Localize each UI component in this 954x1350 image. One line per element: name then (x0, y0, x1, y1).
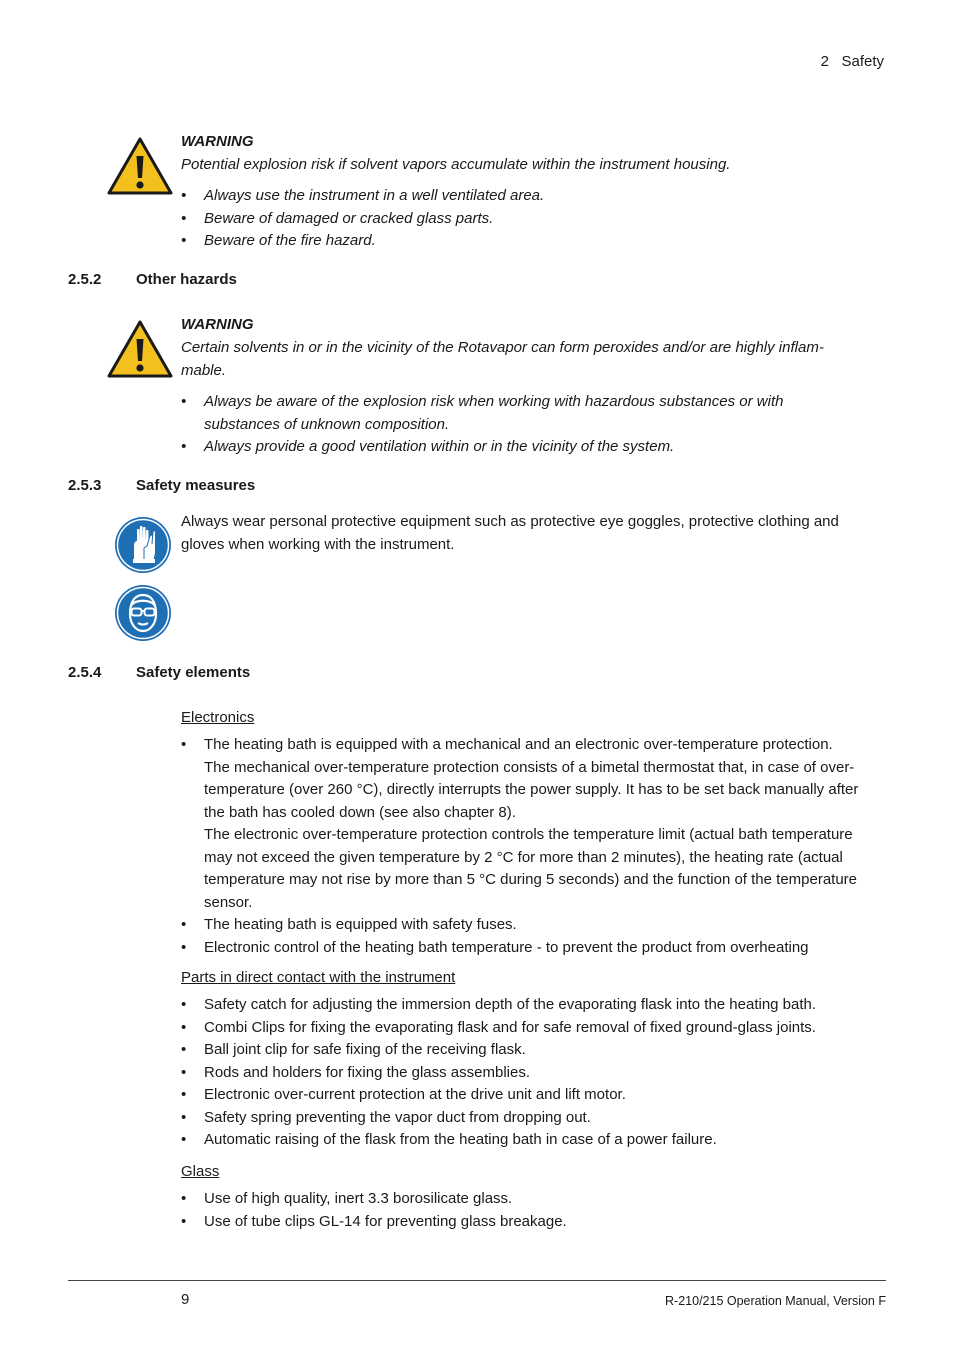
text-line: mable. (181, 361, 227, 379)
text-line: gloves when working with the instrument. (181, 535, 455, 553)
list-item: • Always use the instrument in a well ventilated area. (181, 185, 544, 208)
safety-measures-text (181, 511, 839, 556)
electronics-list (181, 734, 896, 959)
warning-bullets (181, 391, 783, 459)
list-item (181, 391, 783, 436)
text-line: temperature may not rise by more than 5 °C during 5 seconds) and the function of the temperature (204, 871, 858, 888)
text-line: • Always be aware of the explosion risk when working with hazardous substances or with (204, 393, 784, 410)
text-line: Certain solvents in or in the vicinity of the Rotavapor can form peroxides and/or are highly inflam- (181, 339, 824, 356)
subheading-parts: Parts in direct contact with the instrument (181, 969, 456, 986)
text-line: the bath has cooled down (see also chapter 8). (204, 803, 516, 821)
section-heading-2-5-2 (68, 271, 237, 288)
warning-triangle-icon (106, 319, 174, 379)
chapter-number: 2 (820, 53, 829, 70)
text-line: The electronic over-temperature protection controls the temperature limit (actual bath temperature (204, 826, 853, 843)
list-item: • Beware of damaged or cracked glass parts. (181, 208, 544, 231)
warning-triangle-icon (106, 136, 174, 196)
list-item: • Electronic over-current protection at the drive unit and lift motor. (181, 1084, 816, 1107)
eye-protection-icon (114, 584, 172, 642)
subheading-glass: Glass (181, 1163, 220, 1180)
parts-list (181, 994, 816, 1152)
list-item: • Rods and holders for fixing the glass assemblies. (181, 1062, 816, 1085)
text-line: The mechanical over-temperature protection consists of a bimetal thermostat that, in case of over- (204, 758, 855, 776)
section-heading-2-5-4 (68, 664, 250, 681)
section-number: 2.5.4 (68, 664, 102, 681)
subheading-electronics: Electronics (181, 709, 255, 726)
list-item: • Safety spring preventing the vapor duct from dropping out. (181, 1107, 816, 1130)
text-line: Always wear personal protective equipment such as protective eye goggles, protective clothing and (181, 513, 839, 530)
list-item: • Use of high quality, inert 3.3 borosilicate glass. (181, 1188, 567, 1211)
section-heading-2-5-3 (68, 477, 255, 494)
list-item: • The heating bath is equipped with safety fuses. (181, 914, 896, 937)
list-item (181, 734, 896, 914)
footer-divider (68, 1280, 886, 1281)
warning-text: Potential explosion risk if solvent vapors accumulate within the instrument housing. (181, 156, 731, 173)
text-line: may not exceed the given temperature by 2 °C for more than 2 minutes), the heating rate (actual (204, 848, 843, 866)
section-title: Safety elements (136, 664, 251, 681)
protective-gloves-icon (114, 516, 172, 574)
warning-bullets (181, 185, 544, 253)
glass-list (181, 1188, 567, 1233)
list-item: • Use of tube clips GL-14 for preventing glass breakage. (181, 1211, 567, 1234)
text-line: sensor. (204, 893, 253, 911)
warning-title: WARNING (181, 316, 254, 333)
chapter-title: Safety (841, 53, 884, 70)
list-item: • Beware of the fire hazard. (181, 230, 544, 253)
list-item: • Electronic control of the heating bath temperature - to prevent the product from overheating (181, 937, 896, 960)
warning-text (181, 337, 824, 382)
list-item: • Combi Clips for fixing the evaporating flask and for safe removal of fixed ground-glass joints. (181, 1017, 816, 1040)
section-title: Safety measures (136, 477, 256, 494)
section-number: 2.5.2 (68, 271, 102, 288)
list-item: • Always provide a good ventilation within or in the vicinity of the system. (181, 436, 783, 459)
section-number: 2.5.3 (68, 477, 102, 494)
list-item: • Ball joint clip for safe fixing of the receiving flask. (181, 1039, 816, 1062)
manual-title: R-210/215 Operation Manual, Version F (665, 1294, 886, 1308)
section-title: Other hazards (136, 271, 237, 288)
warning-title: WARNING (181, 133, 254, 150)
text-line: • The heating bath is equipped with a mechanical and an electronic over-temperature protection. (204, 736, 833, 753)
text-line: temperature (over 260 °C), directly interrupts the power supply. It has to be set back manually after (204, 781, 859, 798)
running-header (821, 53, 884, 70)
page-number: 9 (181, 1291, 190, 1308)
list-item: • Safety catch for adjusting the immersion depth of the evaporating flask into the heating bath. (181, 994, 816, 1017)
text-line: substances of unknown composition. (204, 415, 450, 433)
list-item: • Automatic raising of the flask from the heating bath in case of a power failure. (181, 1129, 816, 1152)
